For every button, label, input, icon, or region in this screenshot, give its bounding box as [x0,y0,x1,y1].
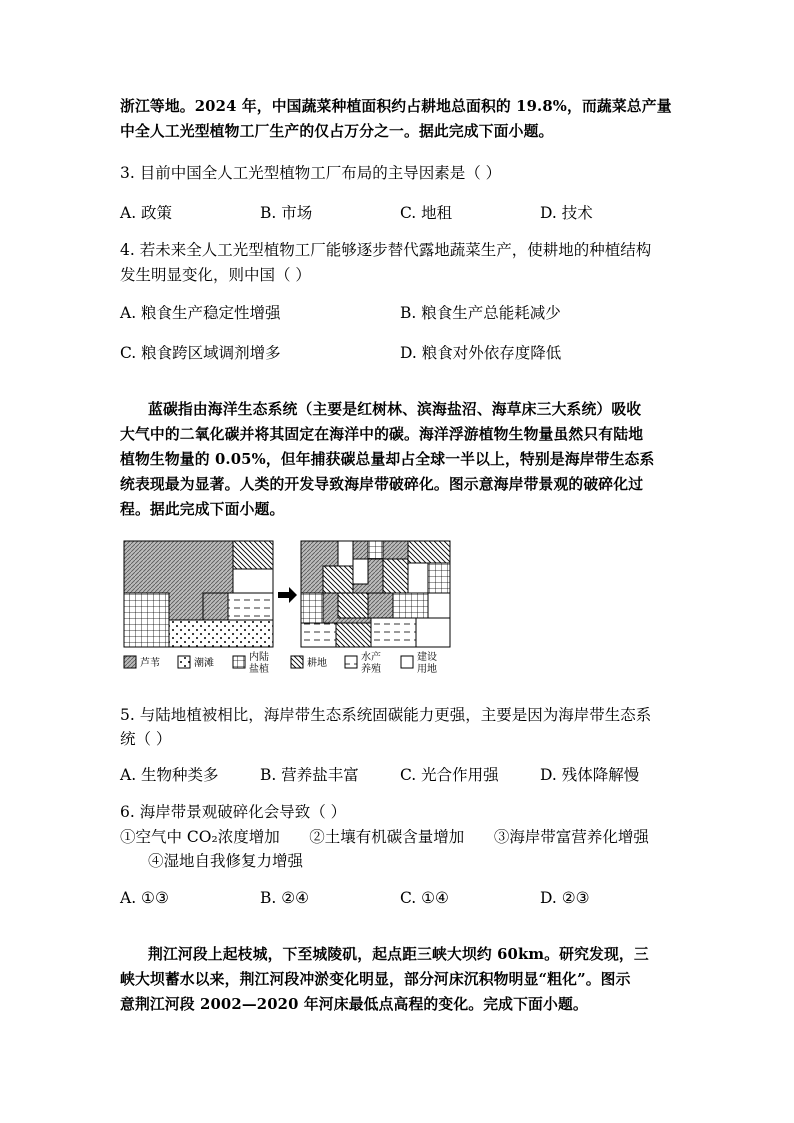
intro-paragraph-3-line-2: 峡大坝蓄水以来，荆江河段冲淤变化明显，部分河床沉积物明显“粗化”。图示 [120,971,631,988]
legend-label-aquaculture-2: 养殖 [361,664,381,675]
q4-option-b[interactable]: B. 粮食生产总能耗减少 [400,304,561,322]
intro-paragraph-1-line-1: 浙江等地。2024 年，中国蔬菜种植面积约占耕地总面积的 19.8%，而蔬菜总产量 [120,98,672,115]
legend [124,650,437,675]
legend-swatch-inland-salt [233,656,245,668]
legend-label-inland-salt-2: 盐植 [249,664,269,675]
q6-option-d[interactable]: D. ②③ [540,889,590,907]
q5-option-a[interactable]: A. 生物种类多 [120,766,219,784]
question-3-stem: 3. 目前中国全人工光型植物工厂布局的主导因素是（ ） [120,164,502,182]
intro-paragraph-2-line-2: 大气中的二氧化碳并将其固定在海洋中的碳。海洋浮游植物生物量虽然只有陆地 [120,426,644,443]
legend-label-inland-salt-1: 内陆 [249,652,269,663]
legend-label-tidal-flat: 潮滩 [194,658,214,669]
intro-paragraph-2-line-5: 程。据此完成下面小题。 [120,501,285,518]
after-panel [301,541,450,647]
intro-paragraph-3-line-1: 荆江河段上起枝城，下至城陵矶，起点距三峡大坝约 60km。研究发现，三 [148,946,649,963]
legend-swatch-construction [401,656,413,668]
q4-option-d[interactable]: D. 粮食对外依存度降低 [400,344,562,362]
question-4-stem-line-1: 4. 若未来全人工光型植物工厂能够逐步替代露地蔬菜生产，使耕地的种植结构 [120,241,652,259]
legend-label-aquaculture-1: 水产 [361,652,381,663]
q4-option-a[interactable]: A. 粮食生产稳定性增强 [120,304,281,322]
question-4-stem-line-2: 发生明显变化，则中国（ ） [120,266,311,284]
q5-option-c[interactable]: C. 光合作用强 [400,766,499,784]
intro-paragraph-3-line-3: 意荆江河段 2002—2020 年河床最低点高程的变化。完成下面小题。 [120,996,588,1013]
legend-swatch-reed [124,656,136,668]
legend-swatch-farmland [291,656,303,668]
q5-option-d[interactable]: D. 残体降解慢 [540,766,640,784]
q6-option-a[interactable]: A. ①③ [120,889,169,907]
q4-option-c[interactable]: C. 粮食跨区域调剂增多 [120,344,281,362]
question-5-stem-line-2: 统（ ） [120,730,172,748]
before-panel [124,541,273,647]
question-6-stem: 6. 海岸带景观破碎化会导致（ ） [120,803,347,821]
q3-option-c[interactable]: C. 地租 [400,204,453,222]
q3-option-d[interactable]: D. 技术 [540,204,593,222]
question-6-items-line-2: ④湿地自我修复力增强 [148,852,304,870]
legend-swatch-aquaculture [345,656,357,668]
intro-paragraph-2-line-1: 蓝碳指由海洋生态系统（主要是红树林、滨海盐沼、海草床三大系统）吸收 [148,401,642,418]
legend-swatch-tidal-flat [178,656,190,668]
q3-option-b[interactable]: B. 市场 [260,204,313,222]
question-5-stem-line-1: 5. 与陆地植被相比，海岸带生态系统固碳能力更强，主要是因为海岸带生态系 [120,706,652,724]
intro-paragraph-2-line-4: 统表现最为显著。人类的开发导致海岸带破碎化。图示意海岸带景观的破碎化过 [120,476,644,493]
legend-label-construction-2: 用地 [417,664,437,675]
legend-label-farmland: 耕地 [307,658,327,669]
arrow-icon [278,587,297,603]
q3-option-a[interactable]: A. 政策 [120,204,173,222]
q6-option-b[interactable]: B. ②④ [260,889,310,907]
coastal-fragmentation-figure [123,540,453,680]
intro-paragraph-2-line-3: 植物生物量的 0.05%，但年捕获碳总量却占全球一半以上，特别是海岸带生态系 [120,451,655,468]
intro-paragraph-1-line-2: 中全人工光型植物工厂生产的仅占万分之一。据此完成下面小题。 [120,123,554,140]
q6-option-c[interactable]: C. ①④ [400,889,449,907]
legend-label-reed: 芦苇 [140,658,160,669]
question-6-items-line-1: ①空气中 CO₂浓度增加 ②土壤有机碳含量增加 ③海岸带富营养化增强 [120,828,649,846]
legend-label-construction-1: 建设 [417,652,437,663]
q5-option-b[interactable]: B. 营养盐丰富 [260,766,359,784]
